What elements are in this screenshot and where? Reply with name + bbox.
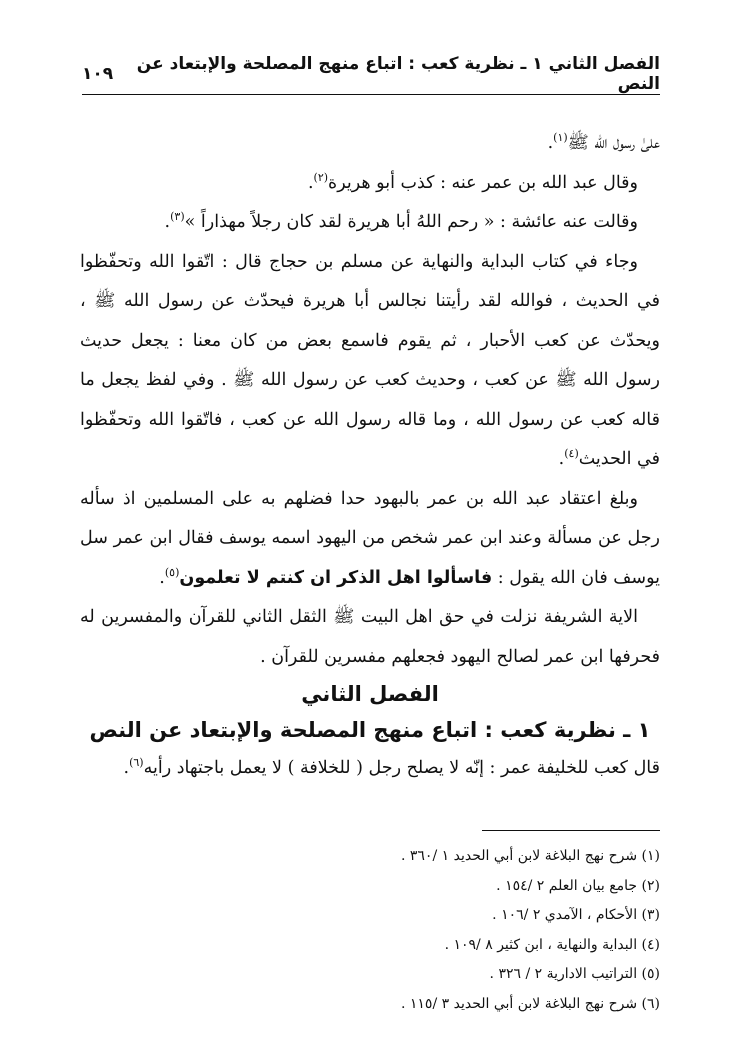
quran-quote: فاسألوا اهل الذكر ان كنتم لا تعلمون	[179, 567, 493, 588]
footnote: (٤) البداية والنهاية ، ابن كثير ٨ /١٠٩ .	[444, 936, 660, 953]
footnote: (٦) شرح نهج البلاغة لابن أبي الحديد ٣ /١١٥ .	[400, 995, 660, 1012]
footnote-ref: (٦)	[129, 756, 144, 770]
footnote-ref: (٥)	[164, 565, 180, 579]
chapter-subtitle: ١ ـ نظرية كعب : اتباع منهج المصلحة والإبتعاد عن النص	[89, 718, 651, 742]
footnote-ref: (٢)	[313, 170, 329, 184]
paragraph: علىٰ رسول الله ﷺ$^{(١)}$.	[547, 131, 660, 153]
footnote-ref: (٤)	[564, 447, 579, 461]
paragraph: الاية الشريفة نزلت في حق اهل البيت ﷺ الثقل الثاني للقرآن والمفسرين له فحرفها ابن عمر لصالح اليهود فجعلهم مفسرين للقرآن .	[80, 607, 660, 667]
page-number: ١٠٩	[82, 64, 114, 84]
paragraph: وجاء في كتاب البداية والنهاية عن مسلم بن حجاج قال : اتّقوا الله وتحفّظوا في الحديث ، فوالله لقد رأيتنا نجالس أبا هريرة فيحدّث عن رسول الله ﷺ ، ويحدّث عن كعب الأحبار ، ثم يقوم فاسمع بعض من كان معنا : يجعل حديث رسول الله ﷺ عن كعب ، وحديث كعب عن رسول الله ﷺ . وفي لفظ يجعل ما قاله كعب عن رسول الله ، وما قاله رسول الله عن كعب ، فاتّقوا الله وتحفّظوا في الحديث$^{(٤)}$.	[80, 251, 660, 469]
chapter-heading	[80, 676, 660, 748]
footnote-ref: (١)	[553, 131, 568, 145]
footnotes-list	[80, 842, 660, 1019]
footnote: (١) شرح نهج البلاغة لابن أبي الحديد ١ /٣٦٠ .	[400, 848, 660, 864]
paragraph: وبلغ اعتقاد عبد الله بن عمر بالبهود حدا فضلهم به على المسلمين اذ سأله رجل عن مسألة وعند ابن عمر شخص من اليهود اسمه يوسف فقال ابن عمر سل يوسف فان الله يقول : فاسألوا اهل الذكر ان كنتم لا تعلمون$^{(٥)}$.	[80, 488, 660, 588]
footnote: (٣) الأحكام ، الآمدي ٢ /١٠٦ .	[492, 907, 660, 923]
footnote-ref: (٣)	[170, 210, 185, 224]
paragraph: وقال عبد الله بن عمر عنه : كذب أبو هريرة$^{(٢)}$.	[307, 170, 638, 193]
body-text	[80, 124, 660, 677]
chapter-first-line: قال كعب للخليفة عمر : إنّه لا يصلح رجل ( للخلافة ) لا يعمل باجتهاد رأيه$^{(٦)}$.	[123, 756, 660, 778]
header-title: الفصل الثاني ١ ـ نظرية كعب : اتباع منهج المصلحة والإبتعاد عن النص	[136, 54, 660, 94]
chapter-title: الفصل الثاني	[301, 682, 439, 706]
running-header	[82, 54, 660, 94]
footnote: (٢) جامع بيان العلم ٢ /١٥٤ .	[496, 877, 660, 894]
footnote-rule	[482, 830, 660, 831]
footnote: (٥) التراتيب الادارية ٢ / ٣٢٦ .	[489, 966, 660, 982]
paragraph: وقالت عنه عائشة : « رحم اللهُ أبا هريرة لقد كان رجلاً مهذاراً »$^{(٣)}$.	[164, 210, 638, 232]
header-rule	[82, 94, 660, 95]
